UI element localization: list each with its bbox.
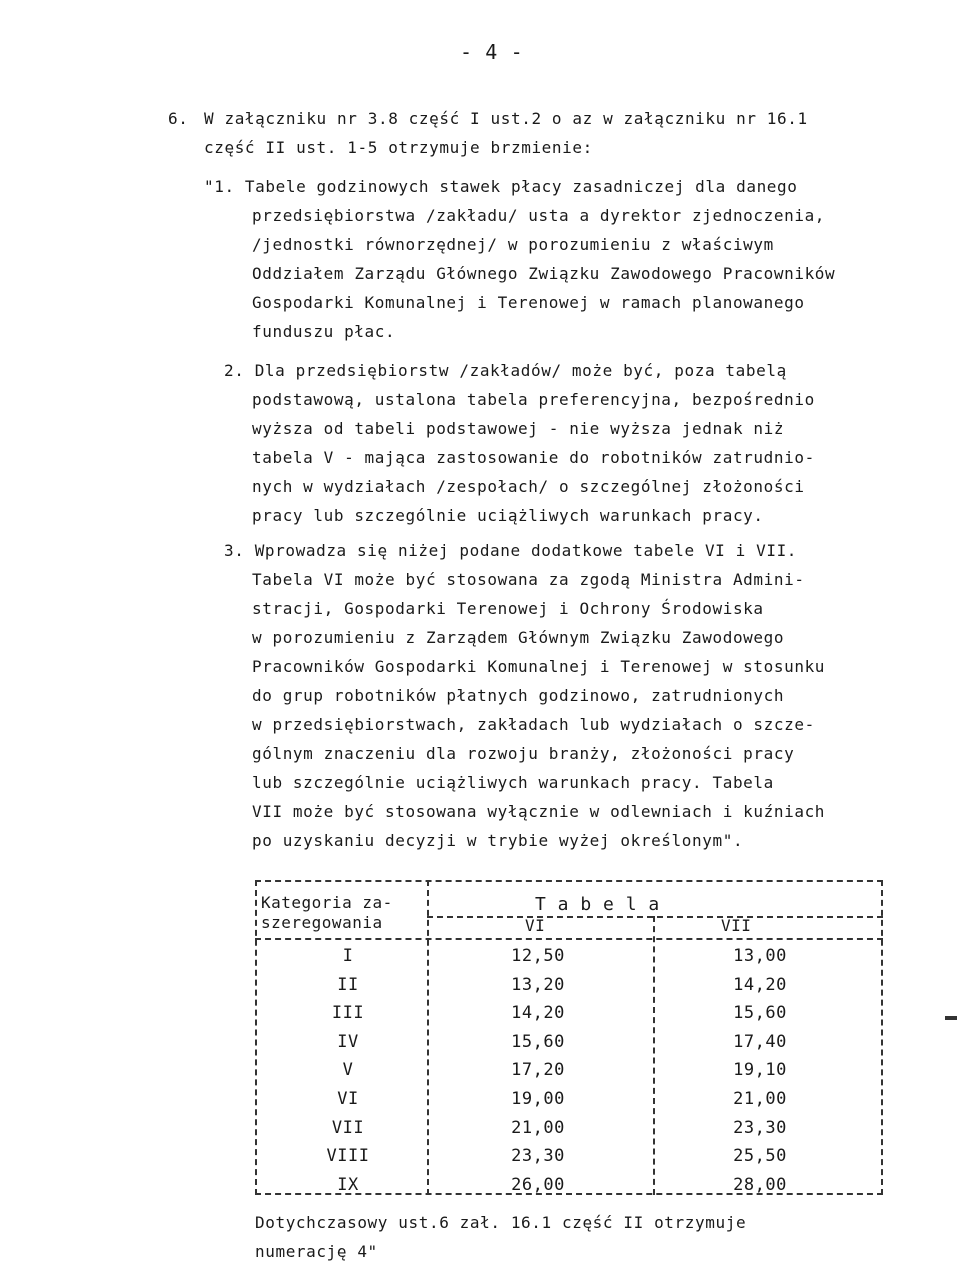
table-cell-vii: 13,00 [733, 946, 787, 966]
table-cell-category: II [337, 974, 359, 995]
table-border-left [255, 880, 257, 1195]
text-line: wyższa od tabeli podstawowej - nie wyższa jednak niż [252, 419, 785, 438]
text-line: część II ust. 1-5 otrzymuje brzmienie: [204, 138, 593, 157]
header-category: szeregowania [261, 913, 383, 932]
table-cell-vii: 19,10 [733, 1060, 787, 1081]
point-3 [224, 536, 825, 855]
text-line: 3. Wprowadza się niżej podane dodatkowe tabele VI i VII. [224, 541, 798, 560]
table-cell-vi: 21,00 [511, 1117, 565, 1138]
text-line: lub szczególnie uciążliwych warunkach pracy. Tabela [252, 773, 774, 792]
text-line: "1. Tabele godzinowych stawek płacy zasadniczej dla danego [204, 177, 798, 196]
table-cell-vii: 21,00 [733, 1089, 787, 1109]
text-line: Pracowników Gospodarki Komunalnej i Terenowej w stosunku [252, 657, 826, 676]
text-line: /jednostki równorzędnej/ w porozumieniu z właściwym [252, 235, 774, 254]
table-border-right [881, 880, 883, 1195]
text-line: Oddziałem Zarządu Głównego Związku Zawodowego Pracowników [252, 264, 836, 283]
point-1 [204, 172, 835, 346]
table-cell-category: VIII [326, 1146, 370, 1167]
table-cell-category: VI [337, 1089, 359, 1109]
item-number: 6. [168, 109, 189, 128]
header-col-vi: VI [525, 916, 546, 935]
text-line: nych w wydziałach /zespołach/ o szczególnej złożoności [252, 477, 805, 496]
table-cell-vi: 13,20 [511, 974, 565, 995]
table-cell-vi: 26,00 [511, 1174, 565, 1195]
text-line: pracy lub szczególnie uciążliwych warunkach pracy. [252, 506, 764, 525]
text-line: po uzyskaniu decyzji w trybie wyżej określonym". [252, 831, 744, 850]
table-cell-vi: 12,50 [511, 946, 565, 966]
text-line: gólnym znaczeniu dla rozwoju branży, złożoności pracy [252, 744, 795, 763]
table-cell-vi: 15,60 [511, 1031, 565, 1052]
text-line: tabela V - mająca zastosowanie do robotników zatrudnio- [252, 448, 815, 467]
table-cell-category: I [342, 946, 354, 966]
table-cell-vii: 14,20 [733, 974, 787, 995]
table-cell-vii: 17,40 [733, 1031, 787, 1052]
table-cell-vii: 23,30 [733, 1117, 787, 1138]
table-cell-vii: 28,00 [733, 1174, 787, 1195]
text-line: stracji, Gospodarki Terenowej i Ochrony Środowiska [252, 599, 764, 618]
table-col-divider [653, 916, 655, 1195]
table-cell-vii: 15,60 [733, 1003, 787, 1024]
text-line: Gospodarki Komunalnej i Terenowej w ramach planowanego [252, 293, 805, 312]
table-cell-vi: 23,30 [511, 1146, 565, 1167]
point-2 [224, 356, 815, 530]
text-line: VII może być stosowana wyłącznie w odlewniach i kuźniach [252, 802, 826, 821]
table-header-bottom [255, 938, 883, 940]
footer-note [255, 1208, 746, 1266]
page-number: - 4 - [460, 40, 524, 64]
header-tabela: T a b e l a [535, 894, 660, 915]
text-line: W załączniku nr 3.8 część I ust.2 o az w załączniku nr 16.1 [204, 109, 808, 128]
margin-mark [945, 1016, 957, 1020]
table-border-top [255, 880, 883, 882]
table-cell-vi: 19,00 [511, 1089, 565, 1109]
table-col-divider [427, 880, 429, 1195]
table-cell-category: III [331, 1003, 365, 1024]
table-cell-vii: 25,50 [733, 1146, 787, 1167]
table-cell-category: V [342, 1060, 354, 1081]
table-cell-category: IX [337, 1174, 359, 1195]
text-line: funduszu płac. [252, 322, 396, 341]
item6-text [204, 104, 808, 162]
table-header-divider [427, 916, 883, 918]
text-line: podstawową, ustalona tabela preferencyjna, bezpośrednio [252, 390, 815, 409]
text-line: Tabela VI może być stosowana za zgodą Ministra Admini- [252, 570, 805, 589]
table-cell-vi: 14,20 [511, 1003, 565, 1024]
text-line: przedsiębiorstwa /zakładu/ usta a dyrektor zjednoczenia, [252, 206, 826, 225]
table-cell-vi: 17,20 [511, 1060, 565, 1081]
table-cell-category: IV [337, 1031, 359, 1052]
text-line: w porozumieniu z Zarządem Głównym Związku Zawodowego [252, 628, 785, 647]
text-line: Dotychczasowy ust.6 zał. 16.1 część II otrzymuje [255, 1213, 747, 1232]
wage-table [255, 880, 883, 1195]
header-col-vii: VII [721, 916, 752, 935]
text-line: numerację 4" [255, 1242, 378, 1261]
text-line: do grup robotników płatnych godzinowo, zatrudnionych [252, 686, 785, 705]
text-line: w przedsiębiorstwach, zakładach lub wydziałach o szcze- [252, 715, 815, 734]
table-cell-category: VII [331, 1117, 365, 1138]
text-line: 2. Dla przedsiębiorstw /zakładów/ może być, poza tabelą [224, 361, 787, 380]
header-category: Kategoria za- [261, 893, 393, 912]
